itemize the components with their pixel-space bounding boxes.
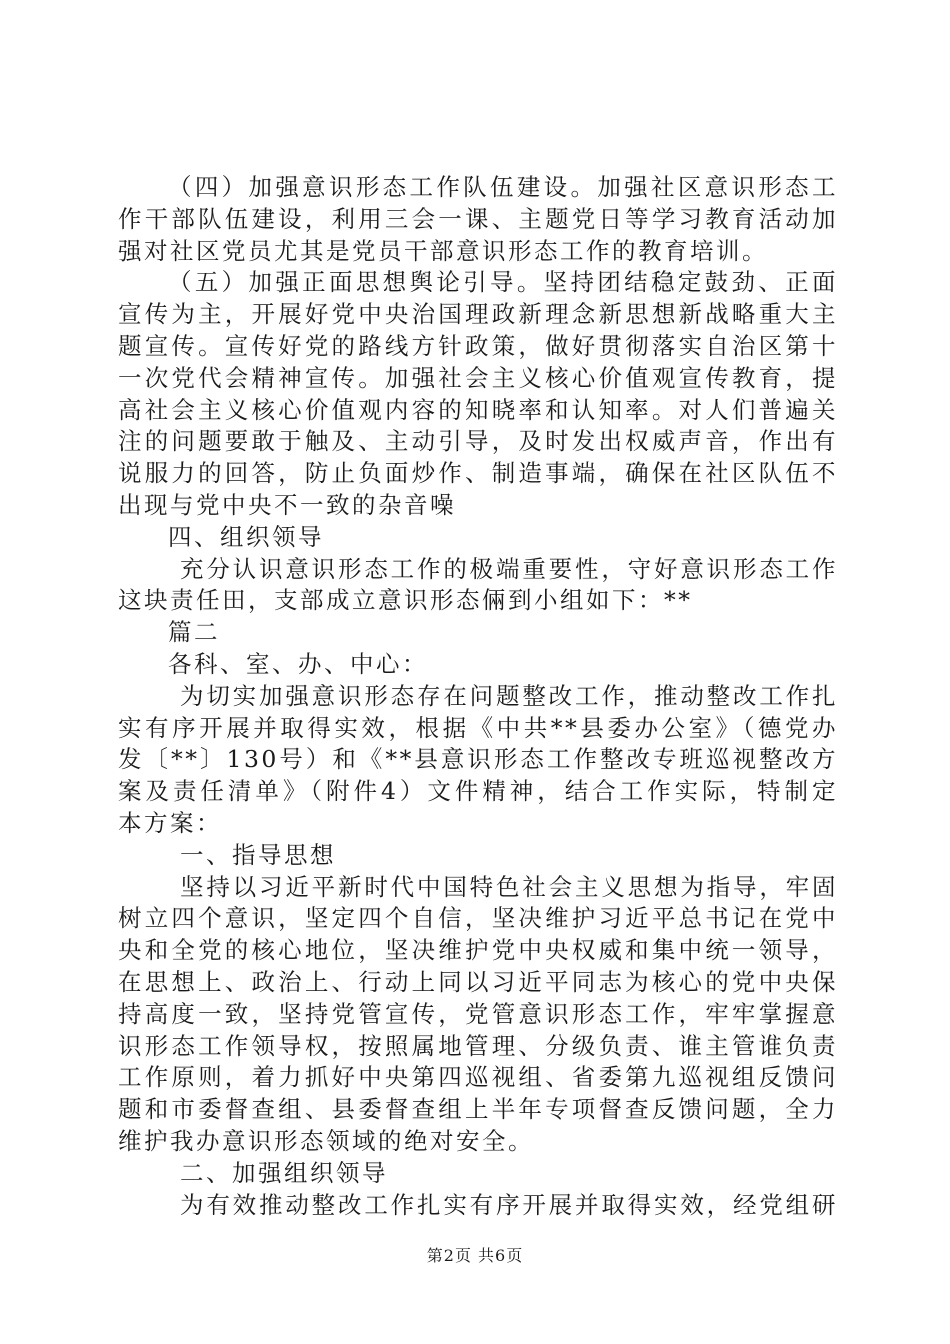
text-line: 高社会主义核心价值观内容的知晓率和认知率。对人们普遍关 <box>118 395 838 424</box>
text-line: 为切实加强意识形态存在问题整改工作，推动整改工作扎 <box>180 681 838 710</box>
text-line: 央和全党的核心地位，坚决维护党中央权威和集中统一领导， <box>118 936 838 965</box>
text-line: 实有序开展并取得实效，根据《中共**县委办公室》（德党办 <box>118 713 838 742</box>
text-line: 一次党代会精神宣传。加强社会主义核心价值观宣传教育，提 <box>118 363 838 392</box>
text-line: 二、加强组织领导 <box>180 1158 388 1187</box>
text-line: 充分认识意识形态工作的极端重要性，守好意识形态工作 <box>180 554 838 583</box>
text-line: 作干部队伍建设，利用三会一课、主题党日等学习教育活动加 <box>118 204 838 233</box>
text-line: 说服力的回答，防止负面炒作、制造事端，确保在社区队伍不 <box>118 459 838 488</box>
text-line: 树立四个意识，坚定四个自信，坚决维护习近平总书记在党中 <box>118 904 838 933</box>
text-line: 本方案： <box>118 808 222 837</box>
text-line: 识形态工作领导权，按照属地管理、分级负责、谁主管谁负责 <box>118 1031 838 1060</box>
text-line: 一、指导思想 <box>180 840 336 869</box>
text-line: 工作原则，着力抓好中央第四巡视组、省委第九巡视组反馈问 <box>118 1063 838 1092</box>
page-footer: 第2页 共6页 <box>426 1246 524 1265</box>
text-line: 题宣传。宣传好党的路线方针政策，做好贯彻落实自治区第十 <box>118 331 838 360</box>
text-line: 四、组织领导 <box>168 522 324 551</box>
text-line: 案及责任清单》（附件4）文件精神，结合工作实际，特制定 <box>118 777 838 806</box>
text-line: 为有效推动整改工作扎实有序开展并取得实效，经党组研 <box>180 1190 838 1219</box>
text-line: 篇二 <box>168 618 220 647</box>
text-line: 各科、室、办、中心： <box>168 649 428 678</box>
text-line: 出现与党中央不一致的杂音噪 <box>118 490 456 519</box>
document-body <box>118 172 838 1221</box>
text-line: 题和市委督查组、县委督查组上半年专项督查反馈问题，全力 <box>118 1095 838 1124</box>
text-line: 持高度一致，坚持党管宣传，党管意识形态工作，牢牢掌握意 <box>118 999 838 1028</box>
text-line: 发〔**〕130号）和《**县意识形态工作整改专班巡视整改方 <box>118 745 838 774</box>
text-line: 注的问题要敢于触及、主动引导，及时发出权威声音，作出有 <box>118 427 838 456</box>
text-line: 强对社区党员尤其是党员干部意识形态工作的教育培训。 <box>118 236 768 265</box>
text-line: 维护我办意识形态领域的绝对安全。 <box>118 1126 534 1155</box>
text-line: 这块责任田，支部成立意识形态倆到小组如下：** <box>118 586 693 615</box>
text-line: 坚持以习近平新时代中国特色社会主义思想为指导，牢固 <box>180 872 838 901</box>
text-line: 在思想上、政治上、行动上同以习近平同志为核心的党中央保 <box>118 967 838 996</box>
text-line: （五）加强正面思想舆论引导。坚持团结稳定鼓劲、正面 <box>168 268 838 297</box>
text-line: 宣传为主，开展好党中央治国理政新理念新思想新战略重大主 <box>118 300 838 329</box>
text-line: （四）加强意识形态工作队伍建设。加强社区意识形态工 <box>168 173 838 201</box>
